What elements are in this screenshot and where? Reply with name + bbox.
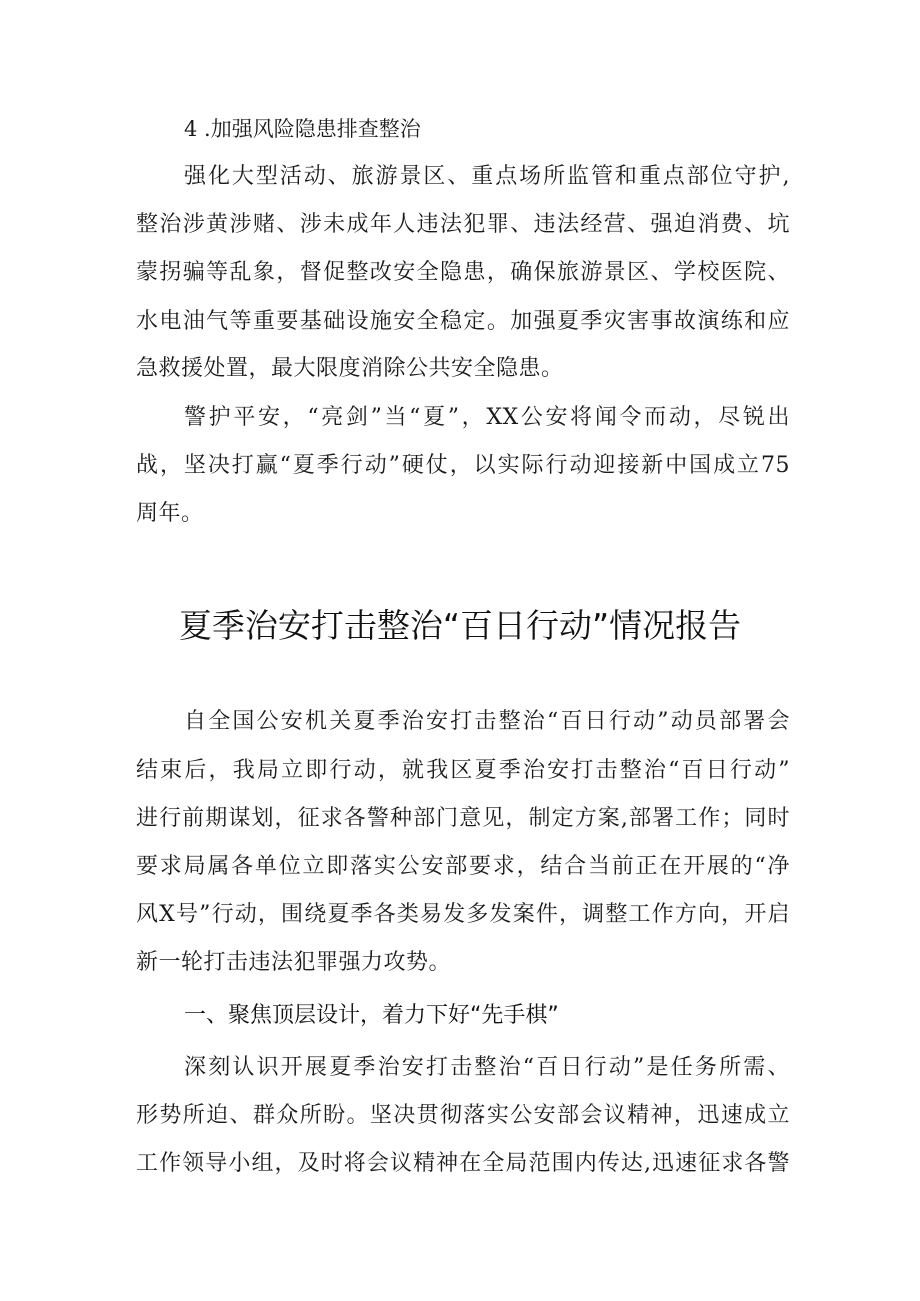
paragraph-line: 形势所迫、群众所盼。坚决贯彻落实公安部会议精神，迅速成立: [136, 1103, 790, 1128]
paragraph-line: 强化大型活动、旅游景区、重点场所监管和重点部位守护,: [184, 164, 790, 189]
paragraph-line: 要求局属各单位立即落实公安部要求，结合当前正在开展的“净: [136, 854, 790, 879]
paragraph-line: 结束后，我局立即行动，就我区夏季治安打击整治“百日行动”: [136, 758, 790, 783]
section-1-heading: 一、聚焦顶层设计，着力下好“先手棋”: [184, 1003, 559, 1028]
paragraph-line: 深刻认识开展夏季治安打击整治“百日行动”是任务所需、: [184, 1055, 790, 1080]
paragraph-line: 战，坚决打赢“夏季行动”硬仗，以实际行动迎接新中国成立75: [136, 453, 790, 478]
paragraph-line: 新一轮打击违法犯罪强力攻势。: [136, 950, 452, 975]
paragraph-line: 整治涉黄涉赌、涉未成年人违法犯罪、违法经营、强迫消费、坑: [136, 212, 790, 237]
section-4-heading: 4 .加强风险隐患排查整治: [184, 117, 421, 141]
report-title: 夏季治安打击整治“百日行动”情况报告: [178, 606, 742, 645]
paragraph-line: 水电油气等重要基础设施安全稳定。加强夏季灾害事故演练和应: [136, 309, 790, 334]
paragraph-line: 工作领导小组，及时将会议精神在全局范围内传达,迅速征求各警: [136, 1151, 790, 1176]
paragraph-line: 周年。: [136, 501, 204, 526]
paragraph-line: 警护平安，“亮剑”当“夏”，XX公安将闻令而动，尽锐出: [184, 405, 790, 430]
paragraph-line: 蒙拐骗等乱象，督促整改安全隐患，确保旅游景区、学校医院、: [136, 260, 790, 285]
paragraph-line: 自全国公安机关夏季治安打击整治“百日行动”动员部署会: [184, 709, 790, 734]
paragraph-line: 急救援处置，最大限度消除公共安全隐患。: [136, 356, 564, 381]
paragraph-line: 进行前期谋划，征求各警种部门意见，制定方案,部署工作；同时: [136, 806, 790, 831]
paragraph-line: 风X号”行动，围绕夏季各类易发多发案件，调整工作方向，开启: [136, 902, 790, 927]
